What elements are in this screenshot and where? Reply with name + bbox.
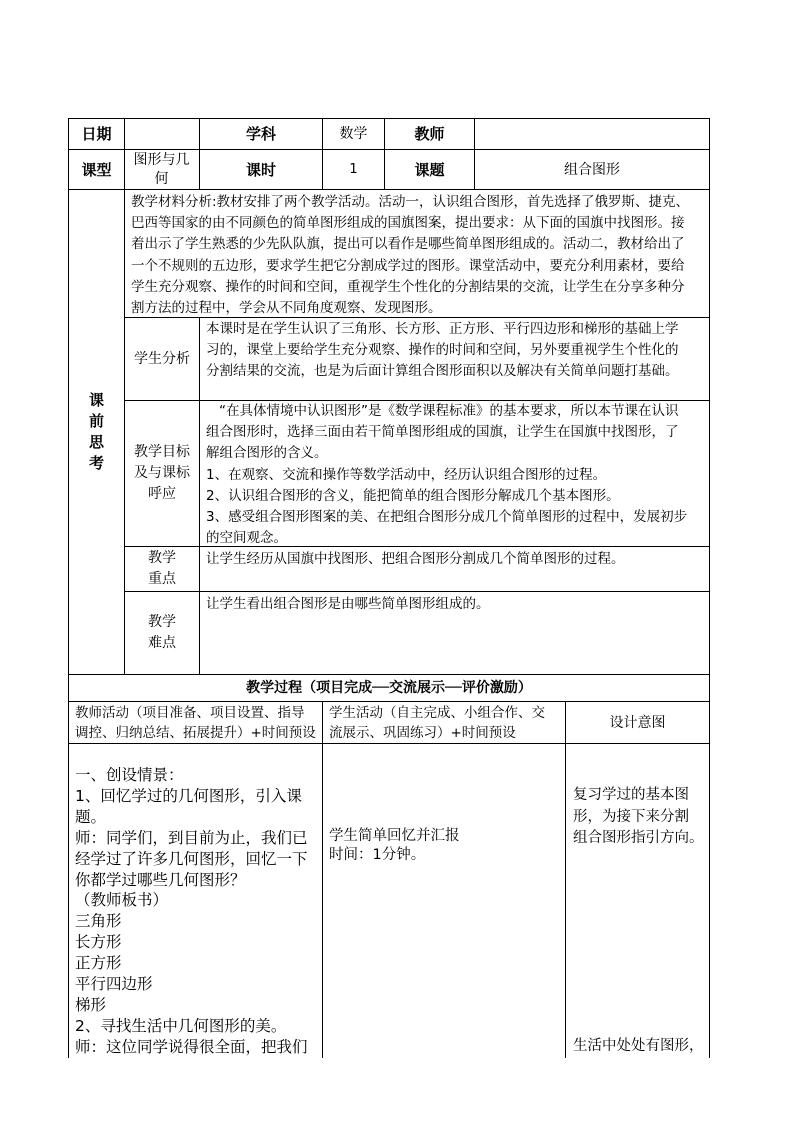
key-points-label-line: 教学 xyxy=(148,550,176,566)
col-header-student-line: 流展示、巩固练习）+时间预设 xyxy=(329,724,516,741)
key-points xyxy=(200,547,709,591)
student-analysis-line: 分割结果的交流，也是为后面计算组合图形面积以及解决有关简单问题打基础。 xyxy=(206,363,679,380)
teacher-activity-line: 长方形 xyxy=(75,933,122,952)
student-analysis-line: 本课时是在学生认识了三角形、长方形、正方形、平行四边形和梯形的基础上学 xyxy=(206,321,679,337)
preclass-label xyxy=(69,190,124,674)
material-analysis-line: 着出示了学生熟悉的少先队队旗，提出可以看作是哪些简单图形组成的。活动二，教材给出了 xyxy=(131,236,685,253)
rule xyxy=(68,743,710,744)
rule xyxy=(709,118,710,1058)
period-label: 课时 xyxy=(245,160,276,179)
preclass-label-char: 课 xyxy=(88,391,104,409)
objectives-label xyxy=(125,401,199,546)
process-title: 教学过程（项目完成──交流展示──评价激励） xyxy=(246,680,532,696)
subject-value: 数学 xyxy=(339,126,368,142)
key-points-text: 让学生经历从国旗中找图形、把组合图形分割成几个简单图形的过程。 xyxy=(206,551,625,567)
col-header-teacher-line: 调控、归纳总结、拓展提升）+时间预设 xyxy=(75,724,316,741)
student-activity xyxy=(323,827,565,869)
date-value xyxy=(125,119,199,149)
design-intent-line: 组合图形指引方向。 xyxy=(573,830,704,846)
material-analysis-line: 割方法的过程中，学会从不同角度观察、发现图形。 xyxy=(131,300,442,317)
student-analysis-line: 习的，课堂上要给学生充分观察、操作的时间和空间，另外要重视学生个性化的 xyxy=(206,342,679,359)
difficulties-label xyxy=(125,592,199,674)
student-activity-line: 学生简单回忆并汇报 xyxy=(329,828,460,844)
key-points-label-line: 重点 xyxy=(148,571,176,587)
teacher-activity-line: 师：这位同学说得很全面，把我们 xyxy=(75,1037,308,1056)
teacher-activity-line: （教师板书） xyxy=(75,891,169,910)
objectives-line: “在具体情境中认识图形”是《数学课程标准》的基本要求，所以本节课在认识 xyxy=(219,403,679,419)
student-activity-line: 时间：1分钟。 xyxy=(329,847,426,863)
teacher-activity-line: 你都学过哪些几何图形？ xyxy=(75,870,246,889)
design-intent-line: 复习学过的基本图 xyxy=(573,787,689,803)
col-header-teacher-line: 教师活动（项目准备、项目设置、指导 xyxy=(75,704,305,721)
type-value: 图形与几何 xyxy=(133,151,190,187)
teacher-activity-line: 师：同学们，到目前为止，我们已 xyxy=(75,828,308,847)
student-analysis xyxy=(200,318,709,400)
teacher-activity-line: 正方形 xyxy=(75,954,122,973)
period-value: 1 xyxy=(349,161,358,177)
teacher-value xyxy=(475,119,709,149)
material-analysis-line: 巴西等国家的由不同颜色的简单图形组成的国旗图案，提出要求：从下面的国旗中找图形。接 xyxy=(131,215,685,232)
material-analysis xyxy=(125,190,709,317)
design-intent-2: 生活中处处有图形， xyxy=(573,1038,704,1054)
preclass-label-char: 考 xyxy=(88,454,104,472)
objectives-line: 的空间观念。 xyxy=(206,530,287,547)
teacher-activity-line: 一、创设情景： xyxy=(75,766,184,784)
preclass-label-char: 前 xyxy=(88,412,104,430)
teacher-activity-line: 梯形 xyxy=(75,995,107,1014)
teacher-activity-line: 平行四边形 xyxy=(75,975,153,994)
teacher-activity-line: 题。 xyxy=(75,807,107,826)
material-analysis-line: 一个不规则的五边形，要求学生把它分割成学过的图形。课堂活动中，要充分利用素材，要给 xyxy=(131,257,685,274)
key-points-label xyxy=(125,547,199,591)
student-analysis-label: 学生分析 xyxy=(134,351,190,367)
subject-label: 学科 xyxy=(245,125,276,143)
objectives-line: 3、感受组合图形图案的美、在把组合图形分成几个简单图形的过程中，发展初步 xyxy=(206,509,688,526)
teacher-activity-line: 经学过了许多几何图形，回忆一下 xyxy=(75,849,308,868)
objectives-line: 组合图形时，选择三面由若干简单图形组成的国旗，让学生在国旗中找图形，了 xyxy=(206,424,679,441)
col-header-student xyxy=(323,702,565,743)
design-intent-line: 形，为接下来分割 xyxy=(573,808,689,825)
teacher-activity-line: 三角形 xyxy=(75,912,122,931)
difficulties xyxy=(200,592,709,674)
difficulties-label-line: 难点 xyxy=(148,635,176,651)
topic-label: 课题 xyxy=(414,160,445,179)
material-analysis-line: 教学材料分析:教材安排了两个教学活动。活动一，认识组合图形，首先选择了俄罗斯、捷克、 xyxy=(131,194,690,210)
difficulties-text: 让学生看出组合图形是由哪些简单图形组成的。 xyxy=(206,596,490,612)
objectives-label-line: 及与课标 xyxy=(134,465,190,481)
objectives xyxy=(200,401,709,546)
objectives-line: 1、在观察、交流和操作等数学活动中，经历认识组合图形的过程。 xyxy=(206,466,607,483)
difficulties-label-line: 教学 xyxy=(148,614,176,630)
rule xyxy=(322,701,323,1058)
material-analysis-line: 学生充分观察、操作的时间和空间，重视学生个性化的分割结果的交流，让学生在分享多种分 xyxy=(131,278,685,295)
topic-value: 组合图形 xyxy=(564,161,620,178)
col-header-design: 设计意图 xyxy=(609,714,666,731)
rule xyxy=(565,701,566,1058)
objectives-line: 2、认识组合图形的含义，能把简单的组合图形分解成几个基本图形。 xyxy=(206,487,620,504)
design-intent xyxy=(566,785,709,855)
date-label: 日期 xyxy=(81,125,112,143)
col-header-student-line: 学生活动（自主完成、小组合作、交 xyxy=(329,704,545,721)
teacher-label: 教师 xyxy=(414,125,445,143)
preclass-label-char: 思 xyxy=(88,433,104,451)
teacher-activity-line: 2、寻找生活中几何图形的美。 xyxy=(75,1016,287,1035)
teacher-activity-line: 1、回忆学过的几何图形，引入课 xyxy=(75,786,302,805)
teacher-activity xyxy=(69,765,322,1058)
objectives-line: 解组合图形的含义。 xyxy=(206,445,328,462)
objectives-label-line: 教学目标 xyxy=(134,444,190,460)
type-label: 课型 xyxy=(81,160,112,179)
objectives-label-line: 呼应 xyxy=(148,486,176,502)
col-header-teacher xyxy=(69,702,322,743)
